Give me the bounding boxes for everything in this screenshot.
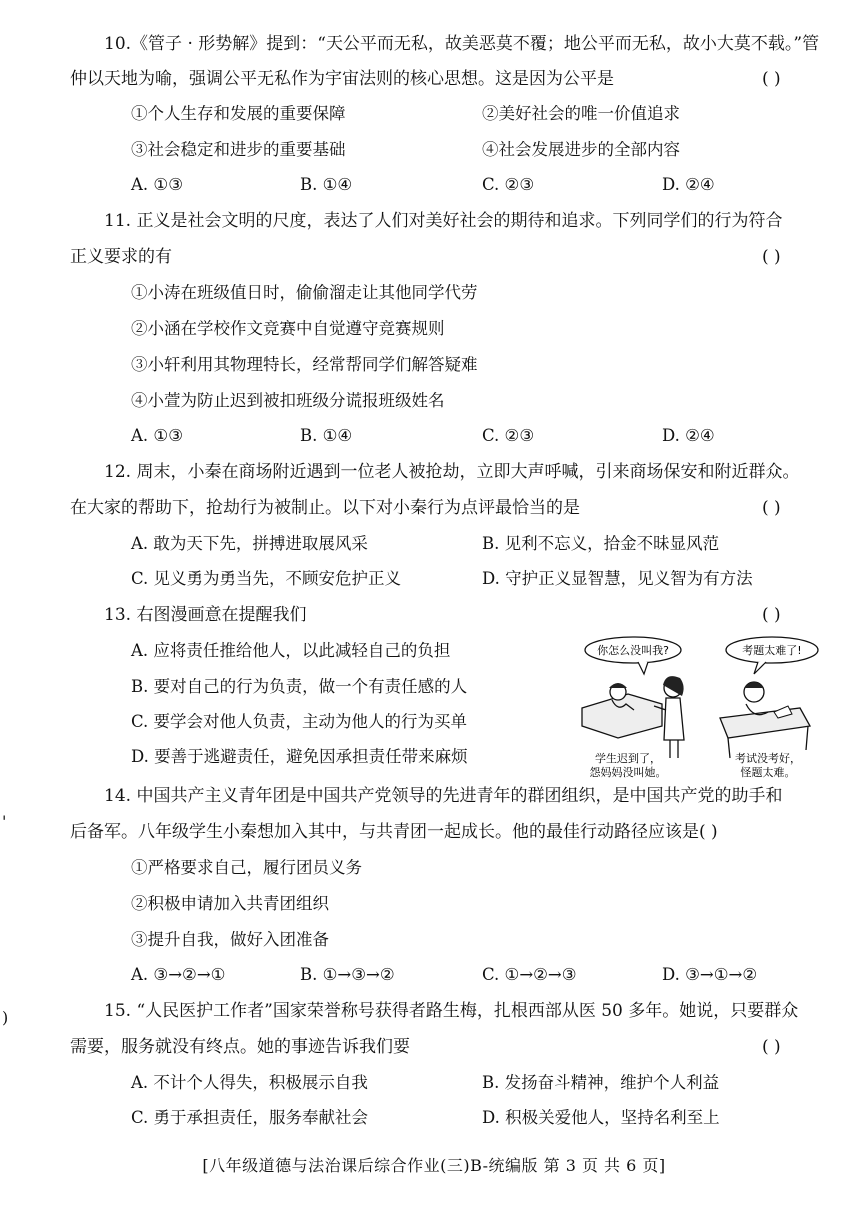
q14-item-2: ②积极申请加入共青团组织 — [131, 894, 329, 913]
caption-right-line2: 怪题太难。 — [740, 766, 796, 779]
q14-option-b: B. ①→③→② — [300, 965, 395, 984]
q12-option-b: B. 见利不忘义，拾金不昧显风范 — [482, 534, 720, 553]
edge-mark-1: ' — [2, 812, 7, 831]
q10-answer-paren: ( ) — [762, 69, 781, 89]
q13-answer-paren: ( ) — [762, 605, 781, 625]
q15-stem-line1: 15. “人民医护工作者”国家荣誉称号获得者路生梅，扎根西部从医 50 多年。她说，只要群众 — [104, 1001, 799, 1021]
q13-option-a: A. 应将责任推给他人，以此减轻自己的负担 — [131, 641, 451, 660]
q11-stem-line2: 正义要求的有 — [70, 247, 172, 267]
q13-option-d: D. 要善于逃避责任，避免因承担责任带来麻烦 — [131, 747, 468, 766]
q14-stem-line1: 14. 中国共产主义青年团是中国共产党领导的先进青年的群团组织，是中国共产党的助手和 — [104, 786, 783, 806]
q10-option-c: C. ②③ — [482, 175, 535, 194]
q15-option-a: A. 不计个人得失，积极展示自我 — [131, 1073, 368, 1092]
q10-option-a: A. ①③ — [131, 175, 183, 194]
q14-stem-line2: 后备军。八年级学生小秦想加入其中，与共青团一起成长。他的最佳行动路径应该是( ) — [70, 822, 718, 842]
q10-item-2: ②美好社会的唯一价值追求 — [482, 104, 680, 123]
q11-stem-line1: 11. 正义是社会文明的尺度，表达了人们对美好社会的期待和追求。下列同学们的行为符合 — [104, 211, 783, 231]
q15-option-b: B. 发扬奋斗精神，维护个人利益 — [482, 1073, 720, 1092]
q11-option-c: C. ②③ — [482, 426, 535, 445]
caption-right-line1: 考试没考好， — [735, 752, 801, 765]
q11-option-a: A. ①③ — [131, 426, 183, 445]
q12-answer-paren: ( ) — [762, 498, 781, 518]
q13-option-c: C. 要学会对他人负责，主动为他人的行为买单 — [131, 712, 468, 731]
q13-option-b: B. 要对自己的行为负责，做一个有责任感的人 — [131, 677, 468, 696]
edge-mark-2: ) — [2, 1008, 9, 1027]
q12-option-c: C. 见义勇为勇当先，不顾安危护正义 — [131, 569, 402, 588]
bed-icon — [582, 694, 662, 738]
q10-stem-line2: 仲以天地为喻，强调公平无私作为宇宙法则的核心思想。这是因为公平是 — [70, 69, 614, 89]
caption-left-line2: 怨妈妈没叫她。 — [589, 766, 667, 779]
q11-item-4: ④小萱为防止迟到被扣班级分谎报班级姓名 — [131, 391, 445, 410]
q10-item-1: ①个人生存和发展的重要保障 — [131, 104, 346, 123]
q11-option-d: D. ②④ — [662, 426, 715, 445]
q15-option-d: D. 积极关爱他人，坚持名利至上 — [482, 1108, 720, 1127]
q10-option-b: B. ①④ — [300, 175, 353, 194]
q10-stem-line1: 10.《管子 · 形势解》提到：“天公平而无私，故美恶莫不覆；地公平而无私，故小大莫不载。”管 — [104, 34, 820, 54]
q11-item-3: ③小轩利用其物理特长，经常帮同学们解答疑难 — [131, 355, 478, 374]
q12-stem-line1: 12. 周末，小秦在商场附近遇到一位老人被抢劫，立即大声呼喊，引来商场保安和附近群众。 — [104, 462, 800, 482]
mother-body-icon — [664, 698, 684, 740]
q10-item-4: ④社会发展进步的全部内容 — [482, 140, 680, 159]
q13-cartoon-illustration — [578, 630, 826, 780]
left-bubble-text: 你怎么没叫我? — [597, 644, 669, 657]
q11-item-2: ②小涵在学校作文竞赛中自觉遵守竞赛规则 — [131, 319, 445, 338]
q14-option-d: D. ③→①→② — [662, 965, 758, 984]
q11-item-1: ①小涛在班级值日时，偷偷溜走让其他同学代劳 — [131, 283, 478, 302]
page-footer: [八年级道德与法治课后综合作业(三)B-统编版 第 3 页 共 6 页] — [202, 1156, 666, 1175]
q10-option-d: D. ②④ — [662, 175, 715, 194]
q11-option-b: B. ①④ — [300, 426, 353, 445]
q12-stem-line2: 在大家的帮助下，抢劫行为被制止。以下对小秦行为点评最恰当的是 — [70, 498, 580, 518]
q13-stem-line1: 13. 右图漫画意在提醒我们 — [104, 605, 307, 625]
q15-answer-paren: ( ) — [762, 1037, 781, 1057]
q12-option-a: A. 敢为天下先，拼搏进取展风采 — [131, 534, 368, 553]
q15-option-c: C. 勇于承担责任，服务奉献社会 — [131, 1108, 369, 1127]
desk-icon — [720, 708, 810, 738]
q14-option-c: C. ①→②→③ — [482, 965, 577, 984]
q10-item-3: ③社会稳定和进步的重要基础 — [131, 140, 346, 159]
q15-stem-line2: 需要，服务就没有终点。她的事迹告诉我们要 — [70, 1037, 410, 1057]
q12-option-d: D. 守护正义显智慧，见义智为有方法 — [482, 569, 753, 588]
q14-item-3: ③提升自我，做好入团准备 — [131, 930, 329, 949]
q14-item-1: ①严格要求自己，履行团员义务 — [131, 858, 362, 877]
q11-answer-paren: ( ) — [762, 247, 781, 267]
caption-left-line1: 学生迟到了， — [595, 752, 661, 765]
right-bubble-text: 考题太难了! — [742, 644, 802, 657]
q14-option-a: A. ③→②→① — [131, 965, 226, 984]
